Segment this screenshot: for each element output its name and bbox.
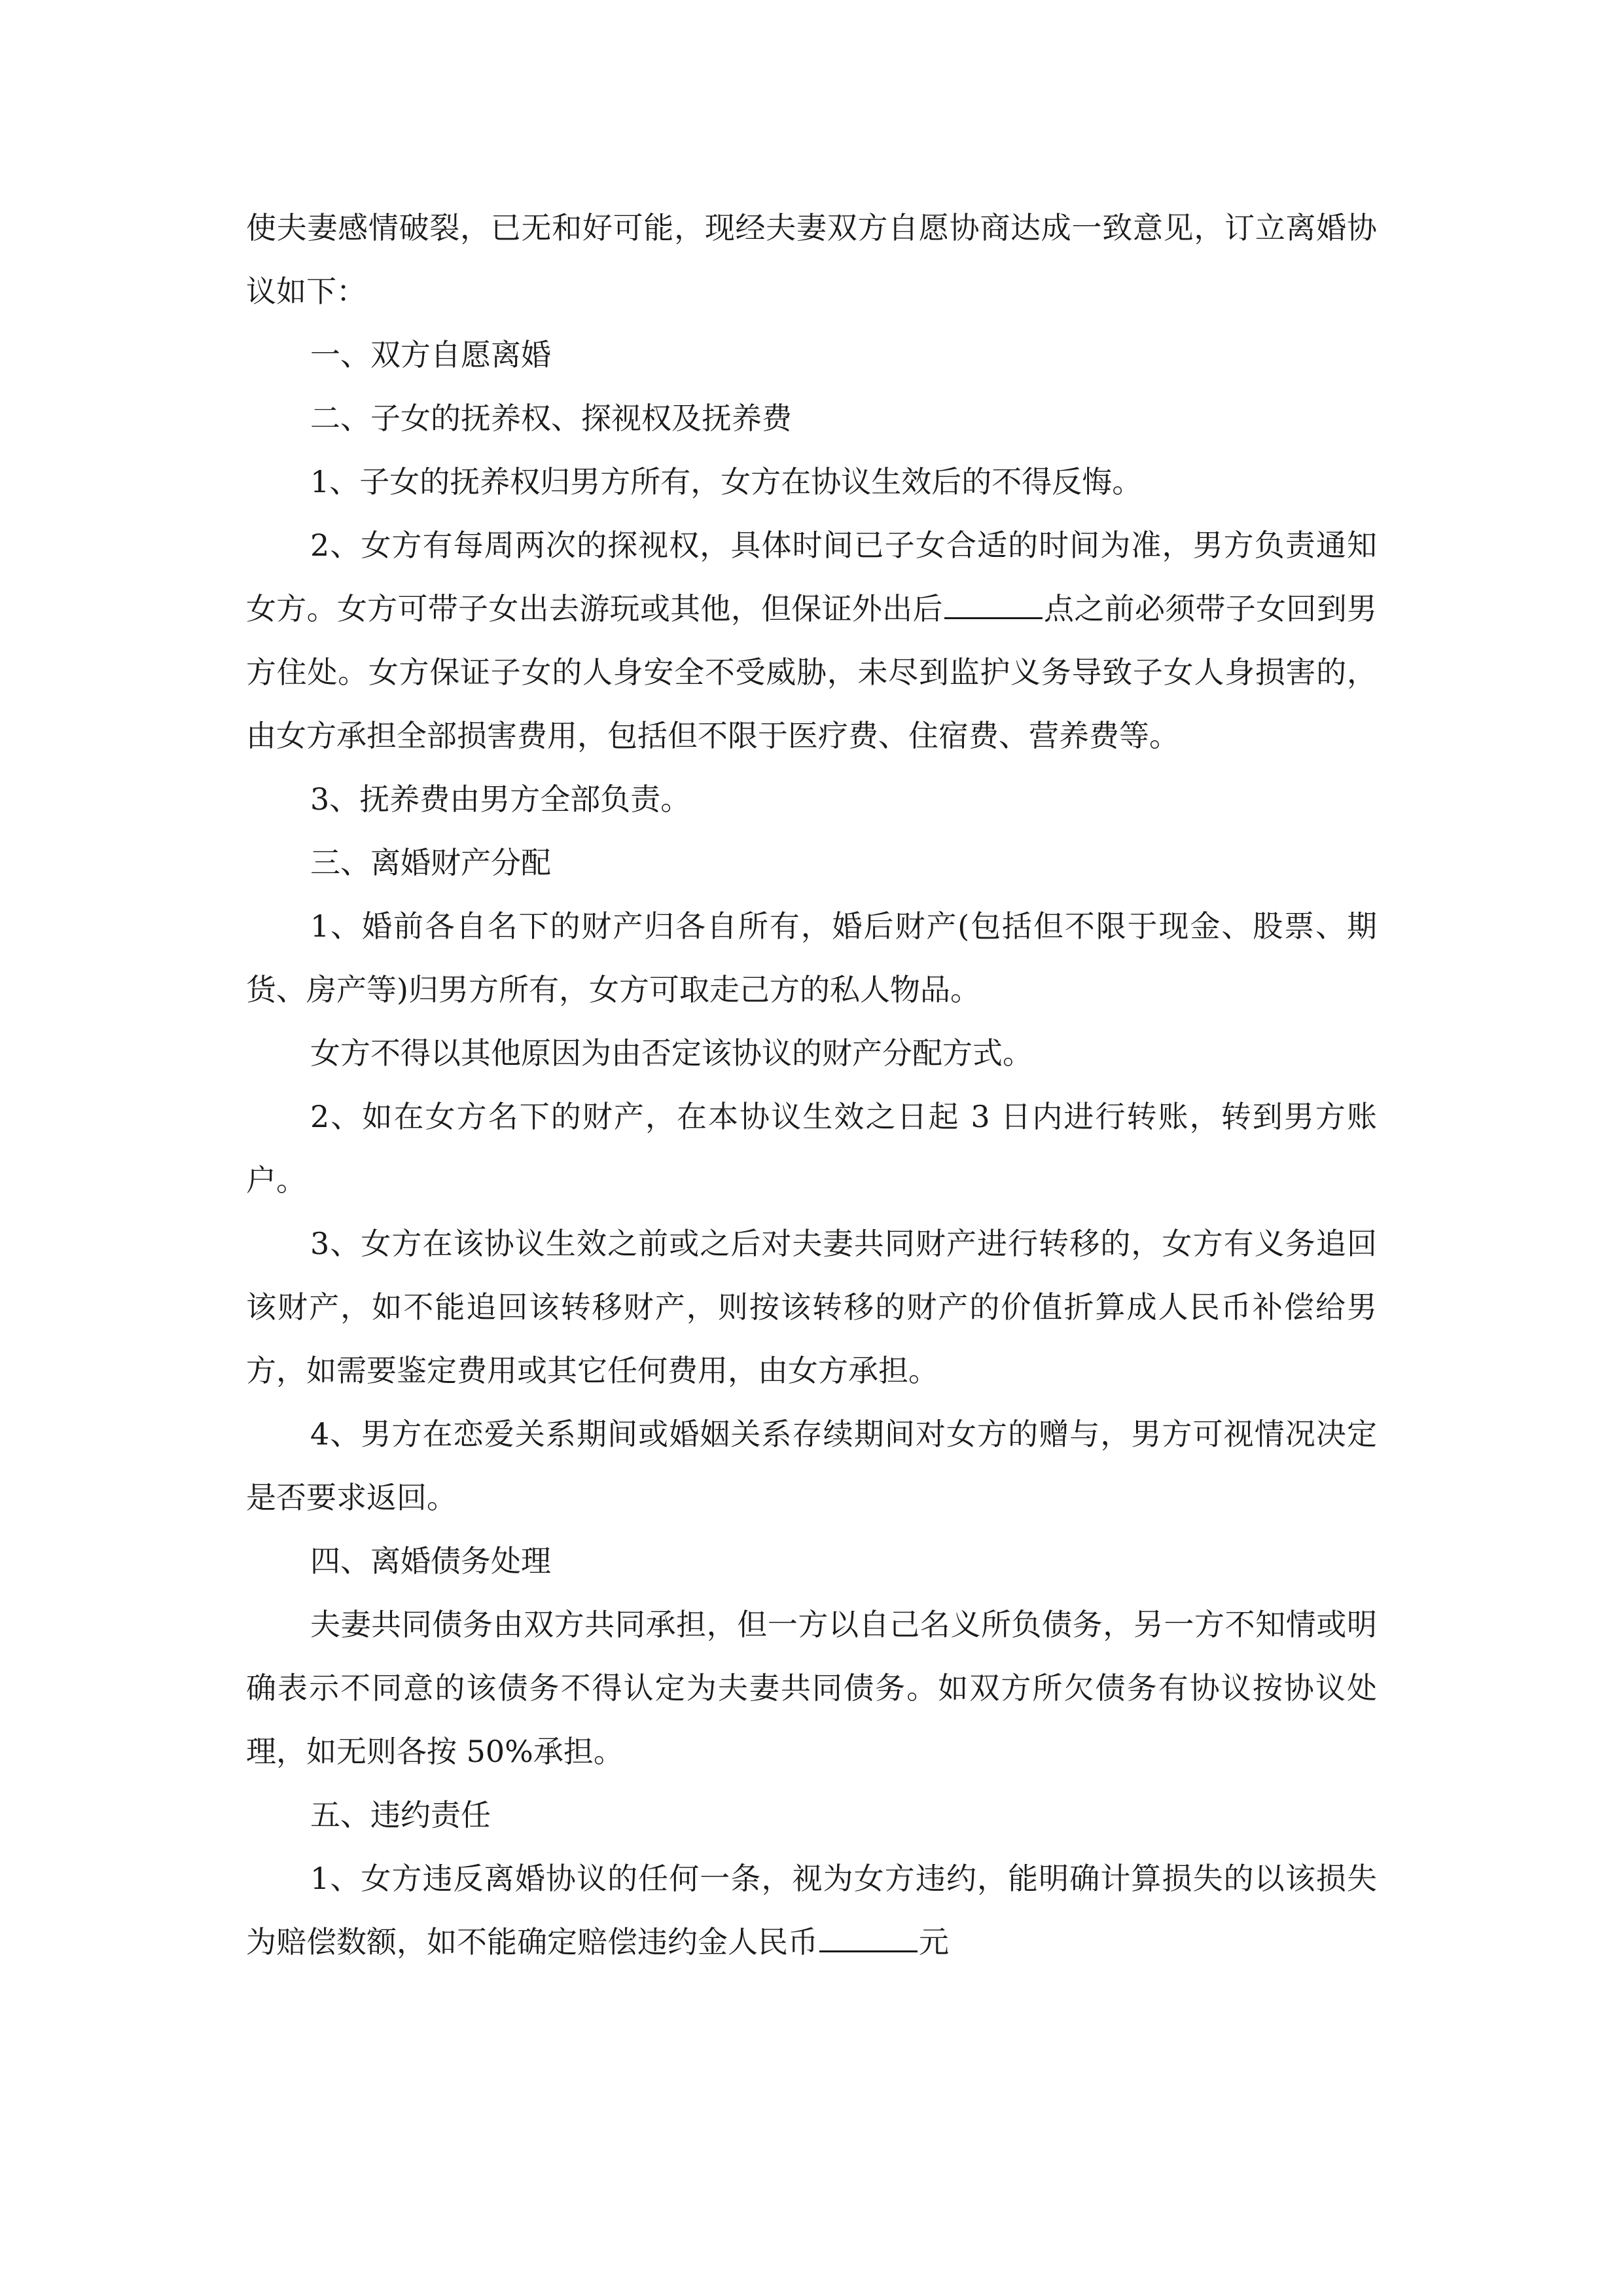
section-heading-5: 五、违约责任 bbox=[310, 1797, 491, 1833]
visitation-text-end: 点之前必须带子女回到男方住处。女方保证子女的人身安全不受威胁，未尽到监护义务导致子女人身损害的，由女方承担全部损害费用，包括但不限于医疗费、住宿费、营养费等。 bbox=[246, 591, 1378, 753]
time-blank-line bbox=[944, 594, 1043, 619]
paragraph-support-fee: 3、抚养费由男方全部负责。 bbox=[310, 781, 691, 817]
section-heading-2: 二、子女的抚养权、探视权及抚养费 bbox=[310, 401, 792, 436]
paragraph-property-3: 3、女方在该协议生效之前或之后对夫妻共同财产进行转移的，女方有义务追回该财产，如不能追回该转移财产，则按该转移的财产的价值折算成人民币补偿给男方，如需要鉴定费用或其它任何费用，由女方承担。 bbox=[246, 1226, 1377, 1388]
section-heading-4: 四、离婚债务处理 bbox=[310, 1543, 551, 1579]
paragraph-debt: 夫妻共同债务由双方共同承担，但一方以自己名义所负债务，另一方不知情或明确表示不同意的该债务不得认定为夫妻共同债务。如双方所欠债务有协议按协议处理，如无则各按 50%承担。 bbox=[246, 1607, 1377, 1769]
paragraph-property-4: 4、男方在恋爱关系期间或婚姻关系存续期间对女方的赠与，男方可视情况决定是否要求返回。 bbox=[246, 1416, 1377, 1515]
visitation-text-start: 2、女方有每周两次的探视权，具体时间已子女合适的时间为准，男方负责通知女方。女方可带子女出去游玩或其他，但保证外出后 bbox=[246, 528, 1377, 626]
section-heading-3: 三、离婚财产分配 bbox=[310, 845, 551, 880]
paragraph-property-note: 女方不得以其他原因为由否定该协议的财产分配方式。 bbox=[310, 1035, 1033, 1071]
breach-text: 1、女方违反离婚协议的任何一条，视为女方违约，能明确计算损失的以该损失为赔偿数额，如不能确定赔偿违约金人民币 bbox=[246, 1861, 1377, 1960]
paragraph-intro: 使夫妻感情破裂，已无和好可能，现经夫妻双方自愿协商达成一致意见，订立离婚协议如下： bbox=[246, 210, 1377, 309]
paragraph-custody: 1、子女的抚养权归男方所有，女方在协议生效后的不得反悔。 bbox=[310, 464, 1143, 499]
breach-unit: 元 bbox=[919, 1924, 949, 1960]
amount-blank-line bbox=[819, 1927, 918, 1952]
paragraph-property-1: 1、婚前各自名下的财产归各自所有，婚后财产(包括但不限于现金、股票、期货、房产等)归男方所有，女方可取走己方的私人物品。 bbox=[246, 908, 1377, 1007]
document-body bbox=[246, 196, 1377, 1974]
paragraph-property-2: 2、如在女方名下的财产，在本协议生效之日起 3 日内进行转账，转到男方账户。 bbox=[246, 1099, 1377, 1198]
section-heading-1: 一、双方自愿离婚 bbox=[310, 337, 551, 372]
paragraph-breach bbox=[246, 1847, 1377, 1974]
paragraph-visitation bbox=[246, 514, 1377, 768]
